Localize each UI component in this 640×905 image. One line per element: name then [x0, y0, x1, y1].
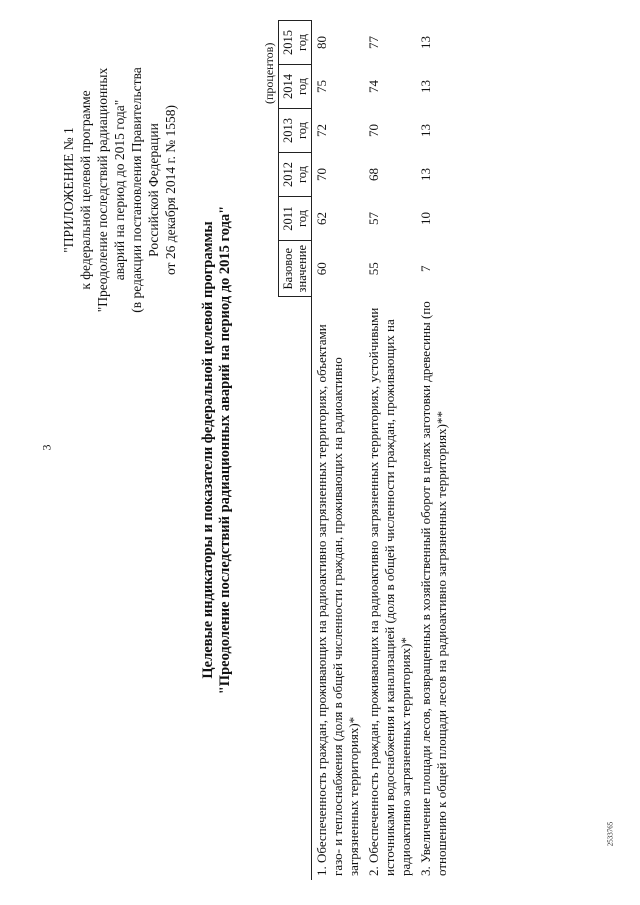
indicator-value: 75 [314, 80, 329, 93]
appendix-line: (в редакции постановления Правительства [129, 67, 144, 313]
indicator-value: 70 [314, 168, 329, 181]
indicator-value: 68 [366, 168, 381, 181]
unit-label: (процентов) [262, 42, 276, 104]
appendix-line: "Преодоление последствий радиационных [95, 67, 110, 313]
indicator-value: 77 [366, 36, 381, 49]
indicator-name: 1. Обеспеченность граждан, проживающих на радиоактивно загрязненных территориях, объектами газо- и теплоснабжения (доля в общей численности граждан, проживающих на радиоактивно загрязненных территориях)* [314, 324, 361, 876]
indicator-value: 57 [366, 212, 381, 225]
indicator-value: 62 [314, 212, 329, 225]
indicator-name: 2. Обеспеченность граждан, проживающих на радиоактивно загрязненных территориях, устойчивыми источниками водоснабжения и канализацией (доля в общей численности граждан, проживающих на радиоактивно загрязненных территориях)* [366, 307, 413, 876]
appendix-header [60, 30, 179, 350]
appendix-line: к федеральной целевой программе [78, 90, 93, 290]
indicator-value: 13 [418, 36, 433, 49]
appendix-line: "ПРИЛОЖЕНИЕ № 1 [61, 127, 76, 253]
indicator-value: 13 [418, 80, 433, 93]
column-header: 2011 год [279, 197, 312, 241]
appendix-line: аварий на период до 2015 года" [112, 99, 127, 281]
indicator-value: 13 [418, 124, 433, 137]
table-row [312, 21, 365, 881]
appendix-line: от 26 декабря 2014 г. № 1558) [163, 104, 178, 276]
indicator-value: 60 [314, 262, 329, 276]
indicator-value: 10 [418, 212, 433, 225]
table-header-row [279, 21, 312, 881]
indicator-value: 80 [314, 36, 329, 49]
rotated-page-content [60, 20, 600, 880]
table-row [416, 21, 452, 881]
appendix-line: Российской Федерации [146, 123, 161, 257]
indicator-name: 3. Увеличение площади лесов, возвращенных в хозяйственный оборот в целях заготовки древесины (по отношению к общей площади лесов на радиоактивно загрязненных территориях)** [418, 301, 449, 876]
column-header: 2012 год [279, 153, 312, 197]
document-id: 2533765 [606, 821, 615, 847]
indicator-value: 7 [418, 265, 433, 272]
page-number: 3 [39, 444, 54, 451]
indicators-table [278, 20, 452, 880]
indicator-value: 72 [314, 124, 329, 137]
indicator-value: 70 [366, 124, 381, 137]
header-blank-cell [279, 297, 312, 880]
heading-line-2: "Преодоление последствий радиационных аварий на период до 2015 года" [217, 205, 233, 695]
indicator-value: 13 [418, 168, 433, 181]
column-header: 2013 год [279, 109, 312, 153]
indicator-value: 55 [366, 262, 381, 276]
indicator-value: 74 [366, 80, 381, 93]
column-header: 2015 год [279, 21, 312, 65]
table-row [364, 21, 416, 881]
column-header: Базовое значение [279, 241, 312, 297]
document-heading [200, 20, 234, 880]
heading-line-1: Целевые индикаторы и показатели федеральной целевой программы [200, 221, 216, 679]
column-header: 2014 год [279, 65, 312, 109]
